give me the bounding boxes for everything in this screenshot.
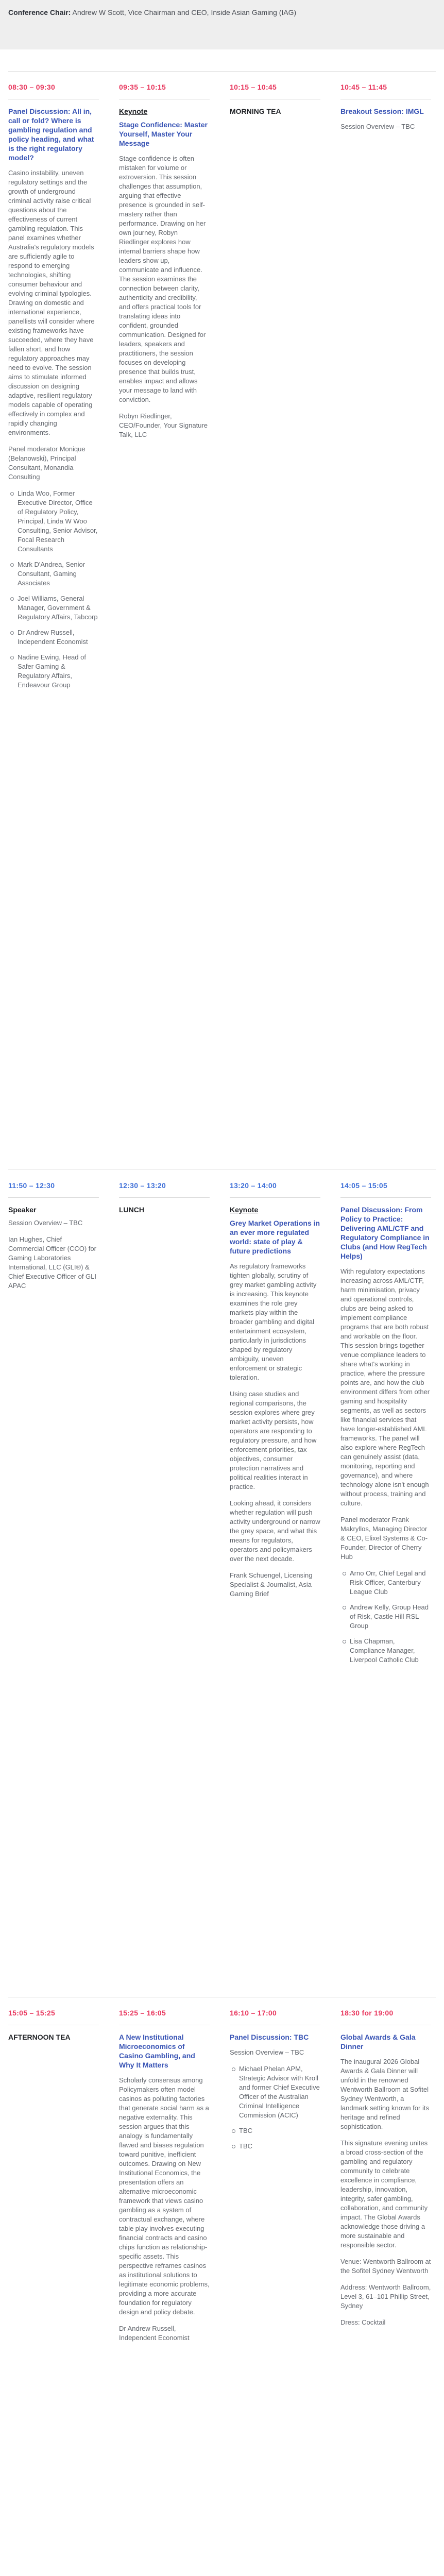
session-time: 15:25 – 16:05: [119, 2009, 166, 2017]
panel-moderator: Panel moderator Frank Makryllos, Managing Director & CEO, Elixel Systems & Co-Founder, Director of Cherry Hub: [340, 1516, 428, 1561]
session-time: 12:30 – 13:20: [119, 1181, 166, 1190]
session-description: With regulatory expectations increasing across AML/CTF, harm minimisation, privacy and operational controls, clubs are being asked to implement compliance programs that are both robust and workable on the floor. This session brings together venue compliance leaders to share what's working in practice, where the pressure points are, and how the club environment differs from other gaming and hospitality segments, as well as sectors like financial services that have longer-established AML frameworks. The panel will also explore where RegTech can genuinely assist (data, monitoring, reporting and governance), and where technology alone isn't enough without process, training and culture.: [340, 1267, 430, 1507]
session-card: [119, 1181, 210, 1218]
session-description: Scholarly consensus among Policymakers often model casinos as polluting factories that generate social harm as a negative externality. This session argues that this analogy is fundamentally flawed and biases regulation toward punitive, inefficient outcomes. Drawing on New Institutional Economics, the presentation offers an alternative microeconomic framework that views casino gambling as a system of contractual exchange, where table play involves executing financial contracts and casino chips function as relationship-specific assets. This perspective reframes casinos as institutional solutions to legitimate economic problems, providing a more accurate foundation for regulatory design and policy debate.: [119, 2076, 210, 2316]
panelist-item: Andrew Kelly, Group Head of Risk, Castle Hill RSL Group: [350, 1603, 431, 1631]
session-title: Panel Discussion: TBC: [230, 2033, 309, 2041]
session-title: Breakout Session: IMGL: [340, 107, 424, 115]
panelist-item: Lisa Chapman, Compliance Manager, Liverpool Catholic Club: [350, 1637, 431, 1665]
session-description: Using case studies and regional comparisons, the session explores where grey market activity persists, how operators are responding to regulatory pressure, and how enforcement priorities, tax objectives, consumer protection narratives and political realities interact in practice.: [230, 1390, 317, 1490]
session-time: 08:30 – 09:30: [8, 83, 56, 91]
session-time: 14:05 – 15:05: [340, 1181, 388, 1190]
session-description: Looking ahead, it considers whether regulation will push activity underground or narrow the grey space, and what this means for regulators, operators and policymakers over the next decade.: [230, 1499, 320, 1563]
session-card: [119, 2008, 210, 2350]
session-category: AFTERNOON TEA: [8, 2033, 71, 2041]
session-description: Casino instability, uneven regulatory settings and the growth of underground criminal activity raise critical questions about the effectiveness of current gambling regulation. This panel examines whether Australia's regulatory models are sufficiently agile to respond to emerging technologies, shifting consumer behaviour and evolving criminal typologies. Drawing on domestic and international experience, panellists will consider where existing frameworks have succeeded, where they have fallen short, and how regulatory approaches may need to evolve. The session aims to stimulate informed discussion on designing adaptive, resilient regulatory models capable of operating effectively in complex and rapidly changing environments.: [8, 169, 95, 436]
session-title: Panel Discussion: All in, call or fold? Where is gambling regulation and policy heading, and what is the right regulatory model?: [8, 107, 94, 162]
conference-chair-label: Conference Chair:: [8, 8, 71, 16]
session-card: [340, 2008, 431, 2334]
session-time: 16:10 – 17:00: [230, 2009, 277, 2017]
session-card: [8, 2008, 99, 2046]
session-card: [230, 2008, 320, 2158]
session-card: [8, 1181, 99, 1298]
panelist-item: Linda Woo, Former Executive Director, Office of Regulatory Policy, Principal, Linda W Woo Consulting, Senior Advisor, Focal Research Consultants: [18, 489, 99, 554]
session-speaker: Dr Andrew Russell, Independent Economist: [119, 2325, 190, 2342]
time-underline: [119, 1197, 210, 1198]
session-time: 10:15 – 10:45: [230, 83, 277, 91]
session-time: 11:50 – 12:30: [8, 1181, 55, 1190]
session-description: Session Overview – TBC: [340, 123, 415, 130]
panelist-item: Arno Orr, Chief Legal and Risk Officer, Canterbury League Club: [350, 1569, 431, 1597]
conference-chair-text: Andrew W Scott, Vice Chairman and CEO, Inside Asian Gaming (IAG): [72, 8, 297, 16]
session-speaker: Frank Schuengel, Licensing Specialist & Journalist, Asia Gaming Brief: [230, 1571, 313, 1598]
conference-chair-bar: [0, 0, 444, 49]
session-title: Stage Confidence: Master Yourself, Master Your Message: [119, 121, 208, 147]
session-time: 13:20 – 14:00: [230, 1181, 277, 1190]
session-time: 15:05 – 15:25: [8, 2009, 56, 2017]
session-title: A New Institutional Microeconomics of Casino Gambling, and Why It Matters: [119, 2033, 195, 2069]
session-time: 18:30 for 19:00: [340, 2009, 394, 2017]
session-card: [8, 82, 99, 697]
event-venue: Venue: Wentworth Ballroom at the Sofitel Sydney Wentworth: [340, 2258, 431, 2275]
session-category: Keynote: [230, 1206, 259, 1214]
panelist-item: Nadine Ewing, Head of Safer Gaming & Regulatory Affairs, Endeavour Group: [18, 653, 99, 690]
session-speaker: Ian Hughes, Chief Commercial Officer (CCO) for Gaming Laboratories International, LLC (GLI®) & Chief Executive Officer of GLI APAC: [8, 1235, 96, 1290]
session-description: This signature evening unites a broad cross-section of the gambling and regulatory community to celebrate excellence in compliance, leadership, innovation, integrity, safer gambling, collaboration, and community impact. The Global Awards acknowledge those driving a more sustainable and responsible sector.: [340, 2139, 428, 2249]
session-description: The inaugural 2026 Global Awards & Gala Dinner will unfold in the renowned Wentworth Ballroom at Sofitel Sydney Wentworth, a landmark setting known for its heritage and refined sophistication.: [340, 2058, 429, 2130]
event-address: Address: Wentworth Ballroom, Level 3, 61–101 Phillip Street, Sydney: [340, 2283, 431, 2310]
session-title: Grey Market Operations in an ever more regulated world: state of play & future predictions: [230, 1219, 320, 1255]
session-card: [340, 1181, 431, 1672]
panelist-item: TBC: [239, 2126, 320, 2136]
session-description: As regulatory frameworks tighten globally, scrutiny of grey market gambling activity is increasing. This keynote examines the role grey markets play within the broader gambling and digital entertainment ecosystem, particularly in jurisdictions shaped by regulatory ambiguity, uneven enforcement or strategic toleration.: [230, 1262, 317, 1381]
event-dress-code: Dress: Cocktail: [340, 2318, 386, 2326]
session-card: [119, 82, 210, 447]
session-time: 10:45 – 11:45: [340, 83, 387, 91]
panelist-list: [340, 1569, 431, 1665]
session-card: [340, 82, 431, 139]
time-underline: [230, 1197, 320, 1198]
panelist-list: [230, 2064, 320, 2151]
panelist-item: Dr Andrew Russell, Independent Economist: [18, 628, 99, 647]
time-underline: [8, 1197, 99, 1198]
panel-moderator: Panel moderator Monique (Belanowski), Principal Consultant, Monandia Consulting: [8, 445, 86, 481]
session-title: Global Awards & Gala Dinner: [340, 2033, 416, 2050]
session-card: [230, 1181, 320, 1606]
panelist-item: Mark D'Andrea, Senior Consultant, Gaming Associates: [18, 560, 99, 588]
panelist-list: [8, 489, 99, 690]
panelist-item: Joel Williams, General Manager, Government & Regulatory Affairs, Tabcorp: [18, 594, 99, 622]
panelist-item: TBC: [239, 2142, 320, 2151]
session-speaker: Robyn Riedlinger, CEO/Founder, Your Signature Talk, LLC: [119, 412, 208, 438]
session-card: [230, 82, 320, 120]
session-category: LUNCH: [119, 1206, 144, 1214]
session-description: Session Overview – TBC: [230, 2048, 304, 2056]
session-description: Stage confidence is often mistaken for volume or extroversion. This session challenges that assumption, arguing that effective presence is grounded in self-mastery rather than performance. Drawing on her own journey, Robyn Riedlinger explores how internal barriers shape how leaders show up, communicate and influence. The session examines the connection between clarity, authenticity and credibility, and offers practical tools for translating ideas into confident, grounded communication. Designed for leaders, speakers and practitioners, the session focuses on developing presence that builds trust, enables impact and allows your message to land with conviction.: [119, 155, 206, 403]
session-category: Speaker: [8, 1206, 37, 1214]
row-divider-top: [8, 71, 436, 72]
session-time: 09:35 – 10:15: [119, 83, 166, 91]
session-title: Panel Discussion: From Policy to Practice: Delivering AML/CTF and Regulatory Compliance in Clubs (and How RegTech Helps): [340, 1206, 430, 1260]
time-underline: [340, 1197, 431, 1198]
session-category: Keynote: [119, 107, 148, 115]
session-category: MORNING TEA: [230, 107, 281, 115]
session-description: Session Overview – TBC: [8, 1219, 83, 1227]
panelist-item: Michael Phelan APM, Strategic Advisor with Kroll and former Chief Executive Officer of the Australian Criminal Intelligence Commission (ACIC): [239, 2065, 320, 2119]
